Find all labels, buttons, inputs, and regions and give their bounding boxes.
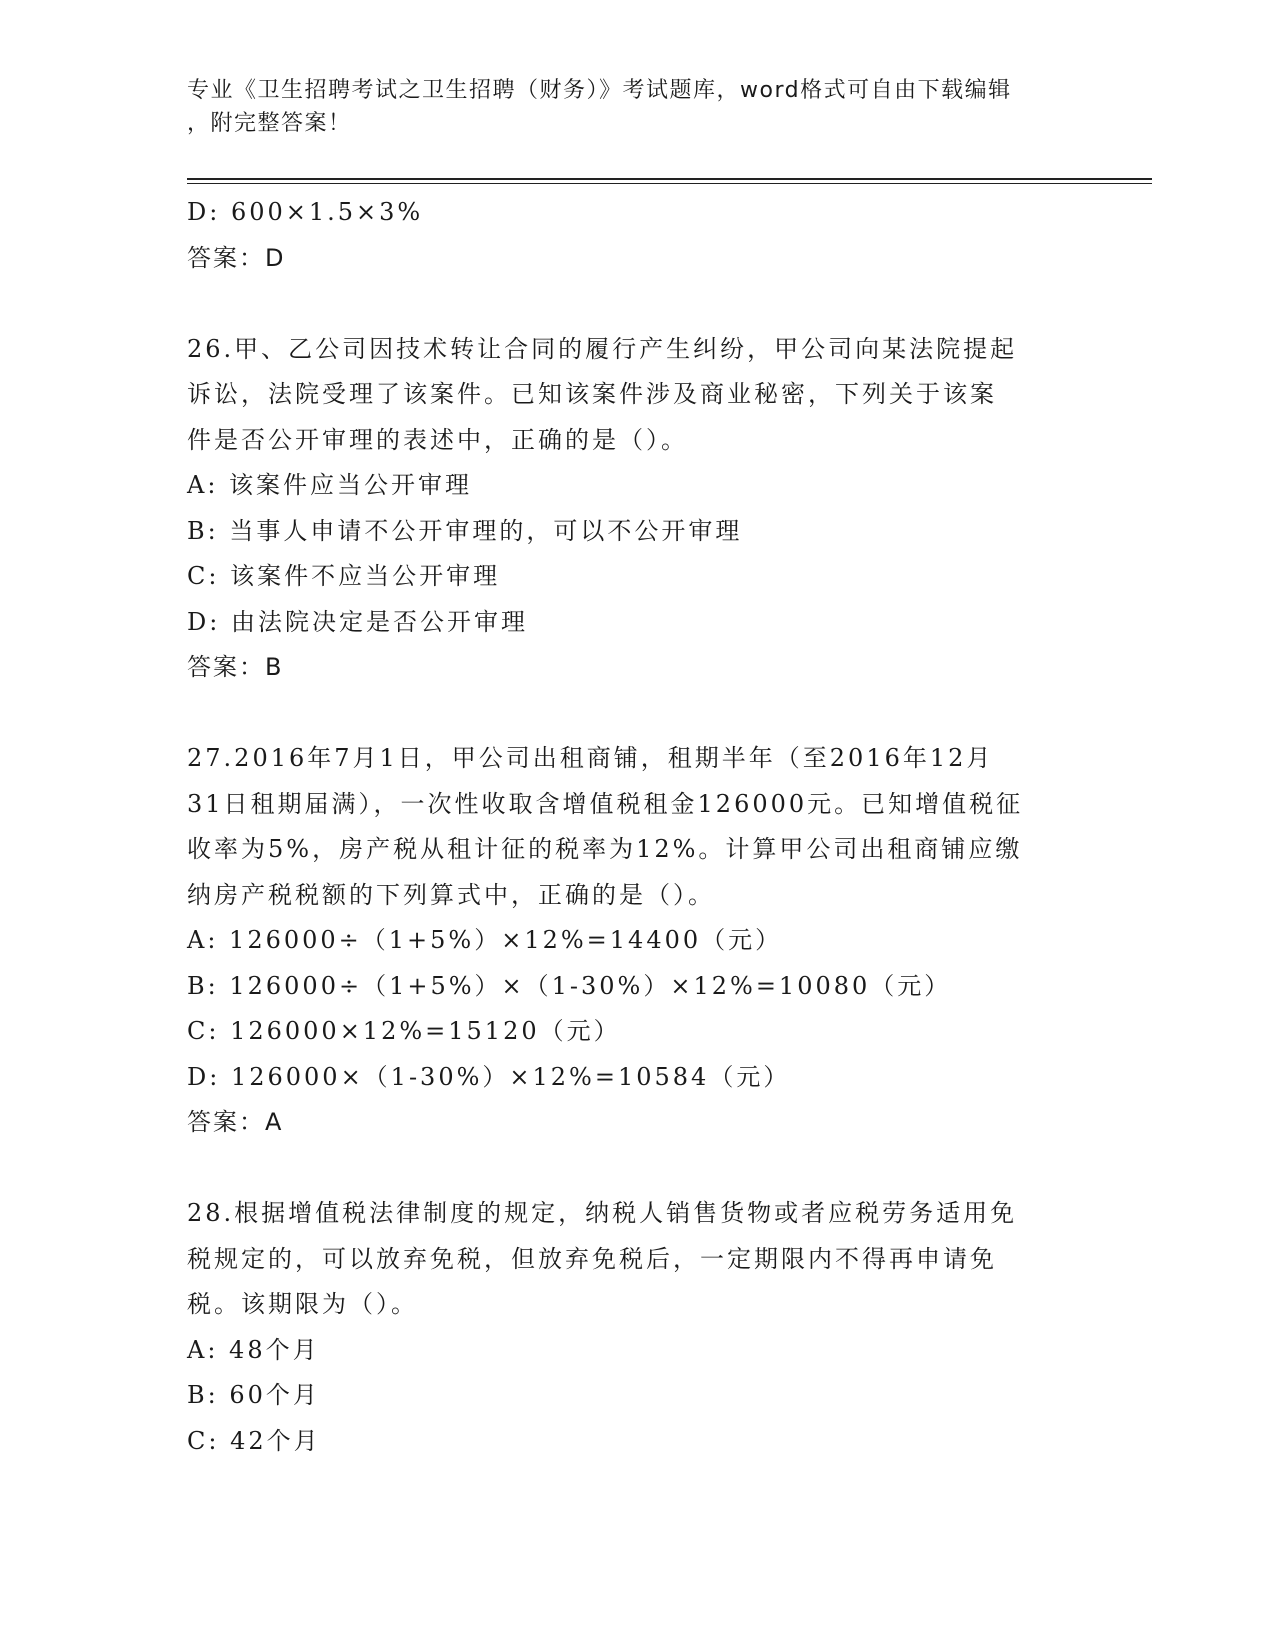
document-body	[187, 190, 1087, 1464]
question-text-line: 税。该期限为（）。	[187, 1290, 418, 1318]
question-text-line: 27.2016年7月1日，甲公司出租商铺，租期半年（至2016年12月	[187, 744, 994, 772]
header-rule-thin	[187, 183, 1152, 184]
prev-answer: 答案：D	[187, 243, 286, 272]
header-line-1: 专业《卫生招聘考试之卫生招聘（财务）》考试题库，word格式可自由下载编辑	[187, 78, 1012, 103]
option-b: B: 60个月	[187, 1381, 320, 1409]
question-26	[187, 327, 1087, 691]
question-28	[187, 1191, 1087, 1464]
question-text-line: 税规定的，可以放弃免税，但放弃免税后，一定期限内不得再申请免	[187, 1244, 997, 1273]
header-rule-thick	[187, 178, 1152, 180]
option-b: B: 126000÷（1+5%）×（1-30%）×12%=10080（元）	[187, 971, 952, 1000]
option-c: C: 42个月	[187, 1426, 321, 1455]
option-a: A: 该案件应当公开审理	[187, 471, 473, 499]
option-c: C: 126000×12%=15120（元）	[187, 1017, 621, 1045]
option-c: C: 该案件不应当公开审理	[187, 562, 501, 590]
answer: 答案：B	[187, 653, 284, 681]
page-header	[187, 74, 1067, 140]
option-a: A: 48个月	[187, 1335, 320, 1364]
header-line-2: ，附完整答案！	[187, 111, 352, 136]
question-text-line: 诉讼，法院受理了该案件。已知该案件涉及商业秘密，下列关于该案	[187, 380, 997, 408]
option-a: A: 126000÷（1+5%）×12%=14400（元）	[187, 926, 783, 954]
option-b: B: 当事人申请不公开审理的，可以不公开审理	[187, 516, 743, 545]
question-27	[187, 736, 1087, 1146]
prev-option-d: D: 600×1.5×3%	[187, 198, 424, 226]
option-d: D: 126000×（1-30%）×12%=10584（元）	[187, 1062, 791, 1091]
question-text-line: 26.甲、乙公司因技术转让合同的履行产生纠纷，甲公司向某法院提起	[187, 334, 1018, 363]
question-text-line: 纳房产税税额的下列算式中，正确的是（）。	[187, 880, 715, 909]
question-text-line: 件是否公开审理的表述中，正确的是（）。	[187, 425, 688, 454]
question-text-line: 31日租期届满），一次性收取含增值税租金126000元。已知增值税征	[187, 789, 1024, 818]
question-text-line: 收率为5%，房产税从租计征的税率为12%。计算甲公司出租商铺应缴	[187, 835, 1023, 863]
option-d: D: 由法院决定是否公开审理	[187, 607, 528, 636]
question-text-line: 28.根据增值税法律制度的规定，纳税人销售货物或者应税劳务适用免	[187, 1199, 1018, 1227]
answer: 答案：A	[187, 1108, 284, 1136]
